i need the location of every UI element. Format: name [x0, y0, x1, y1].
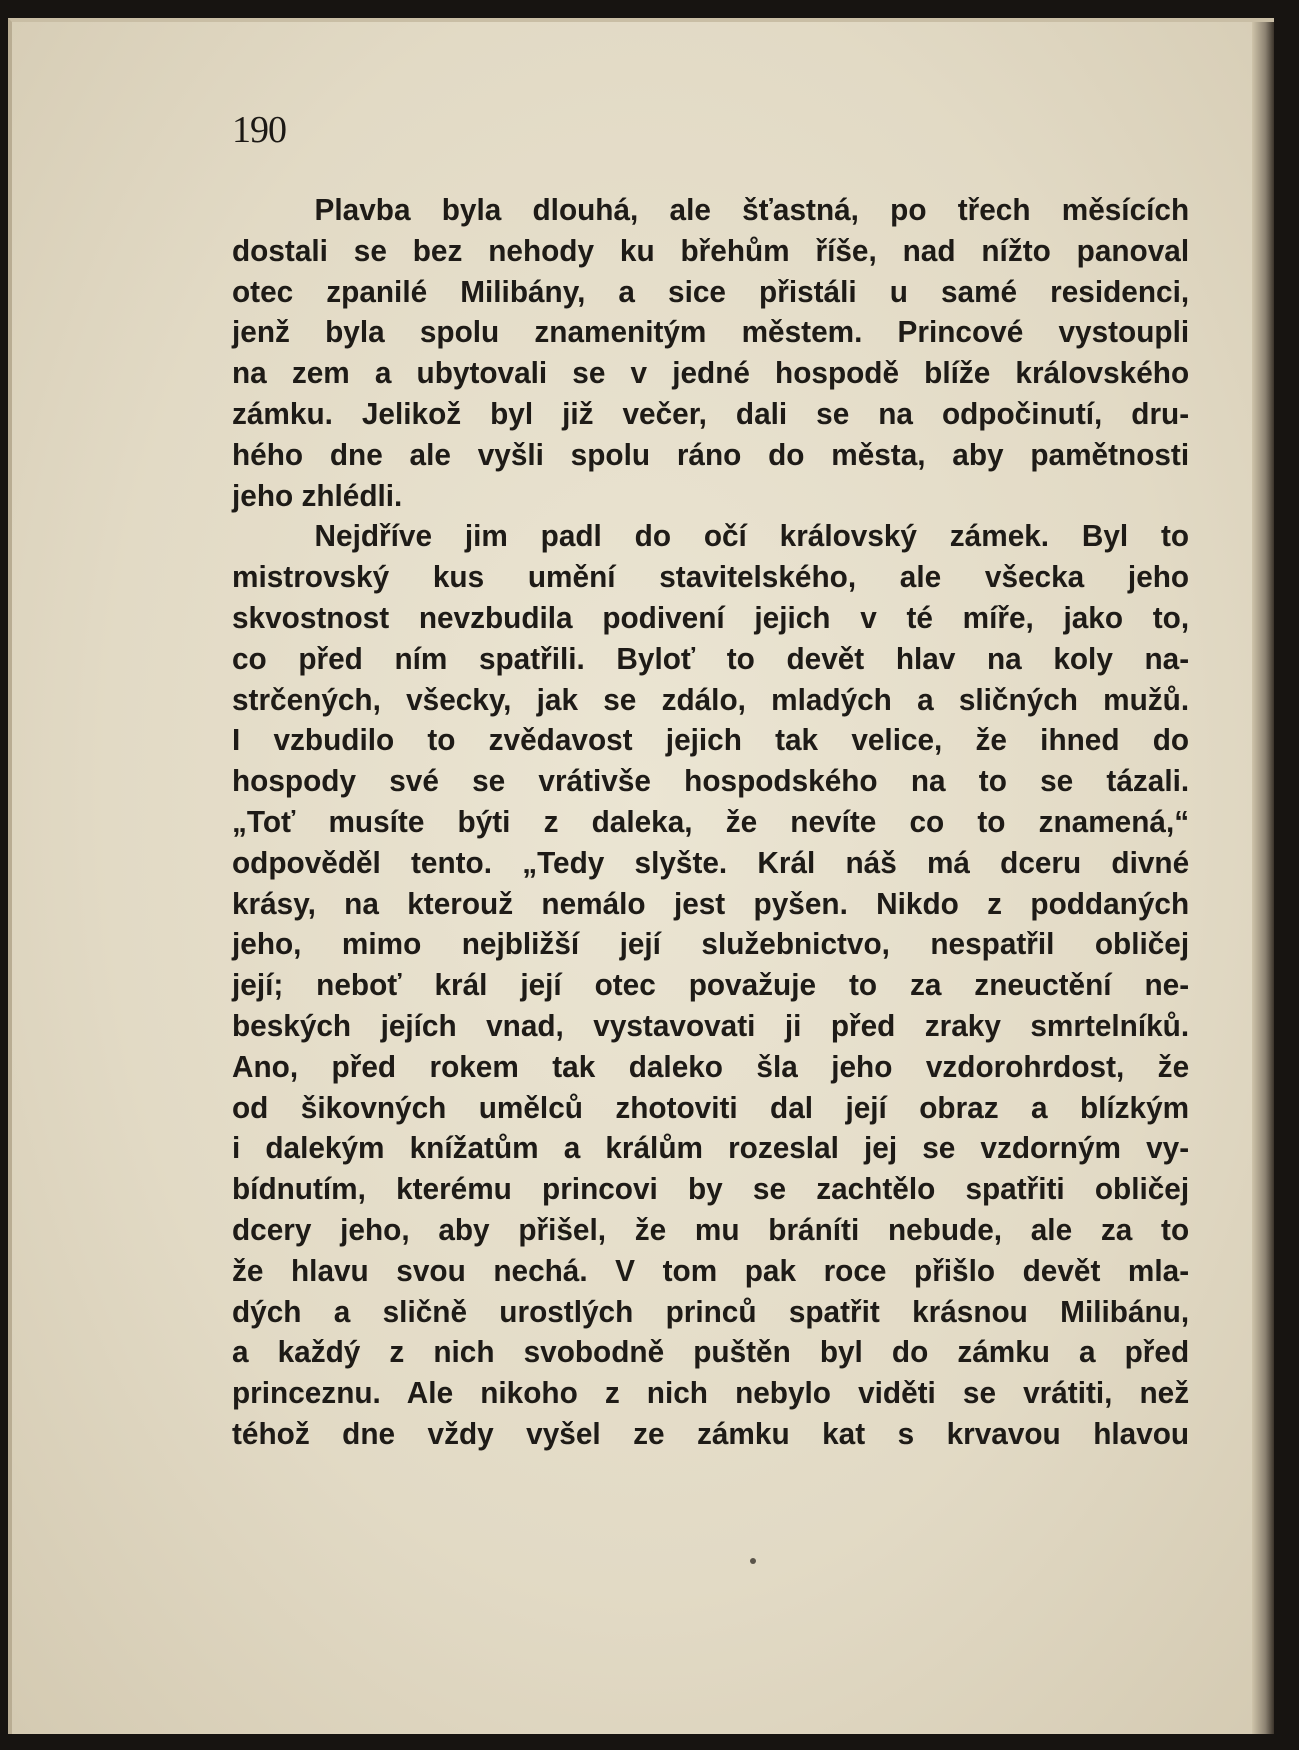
text-line: i dalekým knížatům a králům rozeslal jej se vzdorným vy- — [232, 1130, 1190, 1166]
text-line: mistrovský kus umění stavitelského, ale všecka jeho — [232, 559, 1190, 595]
page-spine-shadow — [1252, 22, 1274, 1734]
text-line: otec zpanilé Milibány, a sice přistáli u samé residenci, — [232, 273, 1190, 309]
print-speck — [750, 1558, 756, 1564]
page-number: 190 — [232, 109, 286, 151]
text-line: skvostnost nevzbudila podivení jejich v té míře, jako to, — [232, 599, 1190, 635]
text-line: na zem a ubytovali se v jedné hospodě blíže královského — [232, 355, 1190, 391]
text-line: dostali se bez nehody ku břehům říše, nad nížto panoval — [232, 232, 1190, 268]
text-line: jenž byla spolu znamenitým městem. Princové vystoupli — [232, 314, 1190, 350]
text-line: Plavba byla dlouhá, ale šťastná, po třech měsících — [314, 192, 1190, 227]
text-line: I vzbudilo to zvědavost jejich tak velice, že ihned do — [232, 722, 1190, 758]
text-line: hospody své se vrátivše hospodského na to se tázali. — [232, 763, 1190, 799]
text-line: zámku. Jelikož byl již večer, dali se na odpočinutí, dru- — [232, 395, 1190, 431]
text-line: „Toť musíte býti z daleka, že nevíte co to znamená,“ — [232, 803, 1190, 839]
text-line: že hlavu svou nechá. V tom pak roce přišlo devět mla- — [232, 1252, 1190, 1288]
text-line: dých a sličně urostlých princů spatřit krásnou Milibánu, — [232, 1293, 1190, 1329]
text-line: a každý z nich svobodně puštěn byl do zámku a před — [232, 1334, 1190, 1370]
body-text — [232, 190, 1189, 1455]
text-line: strčených, všecky, jak se zdálo, mladých a sličných mužů. — [232, 681, 1190, 717]
text-line: princeznu. Ale nikoho z nich nebylo viděti se vrátiti, než — [232, 1375, 1190, 1411]
text-line: bídnutím, kterému princovi by se zachtělo spatřiti obličej — [232, 1171, 1190, 1207]
text-line: jeho, mimo nejbližší její služebnictvo, nespatřil obličej — [232, 926, 1190, 962]
text-line: beských jejích vnad, vystavovati ji před zraky smrtelníků. — [232, 1007, 1190, 1043]
text-line: od šikovných umělců zhotoviti dal její obraz a blízkým — [232, 1089, 1190, 1125]
text-line: Ano, před rokem tak daleko šla jeho vzdorohrdost, že — [232, 1048, 1190, 1084]
text-line: téhož dne vždy vyšel ze zámku kat s krvavou hlavou — [232, 1415, 1190, 1451]
text-line: dcery jeho, aby přišel, že mu bráníti nebude, ale za to — [232, 1211, 1190, 1247]
text-line: hého dne ale vyšli spolu ráno do města, aby pamětnosti — [232, 436, 1190, 472]
text-line: Nejdříve jim padl do očí královský zámek. Byl to — [314, 518, 1190, 554]
text-line: co před ním spatřili. Byloť to devět hlav na koly na- — [232, 640, 1190, 676]
text-line: odpověděl tento. „Tedy slyšte. Král náš má dceru divné — [232, 844, 1190, 880]
text-line: její; neboť král její otec považuje to za zneuctění ne- — [232, 967, 1190, 1003]
text-line: krásy, na kterouž nemálo jest pyšen. Nikdo z poddaných — [232, 885, 1190, 921]
text-line: jeho zhlédli. — [232, 477, 403, 513]
